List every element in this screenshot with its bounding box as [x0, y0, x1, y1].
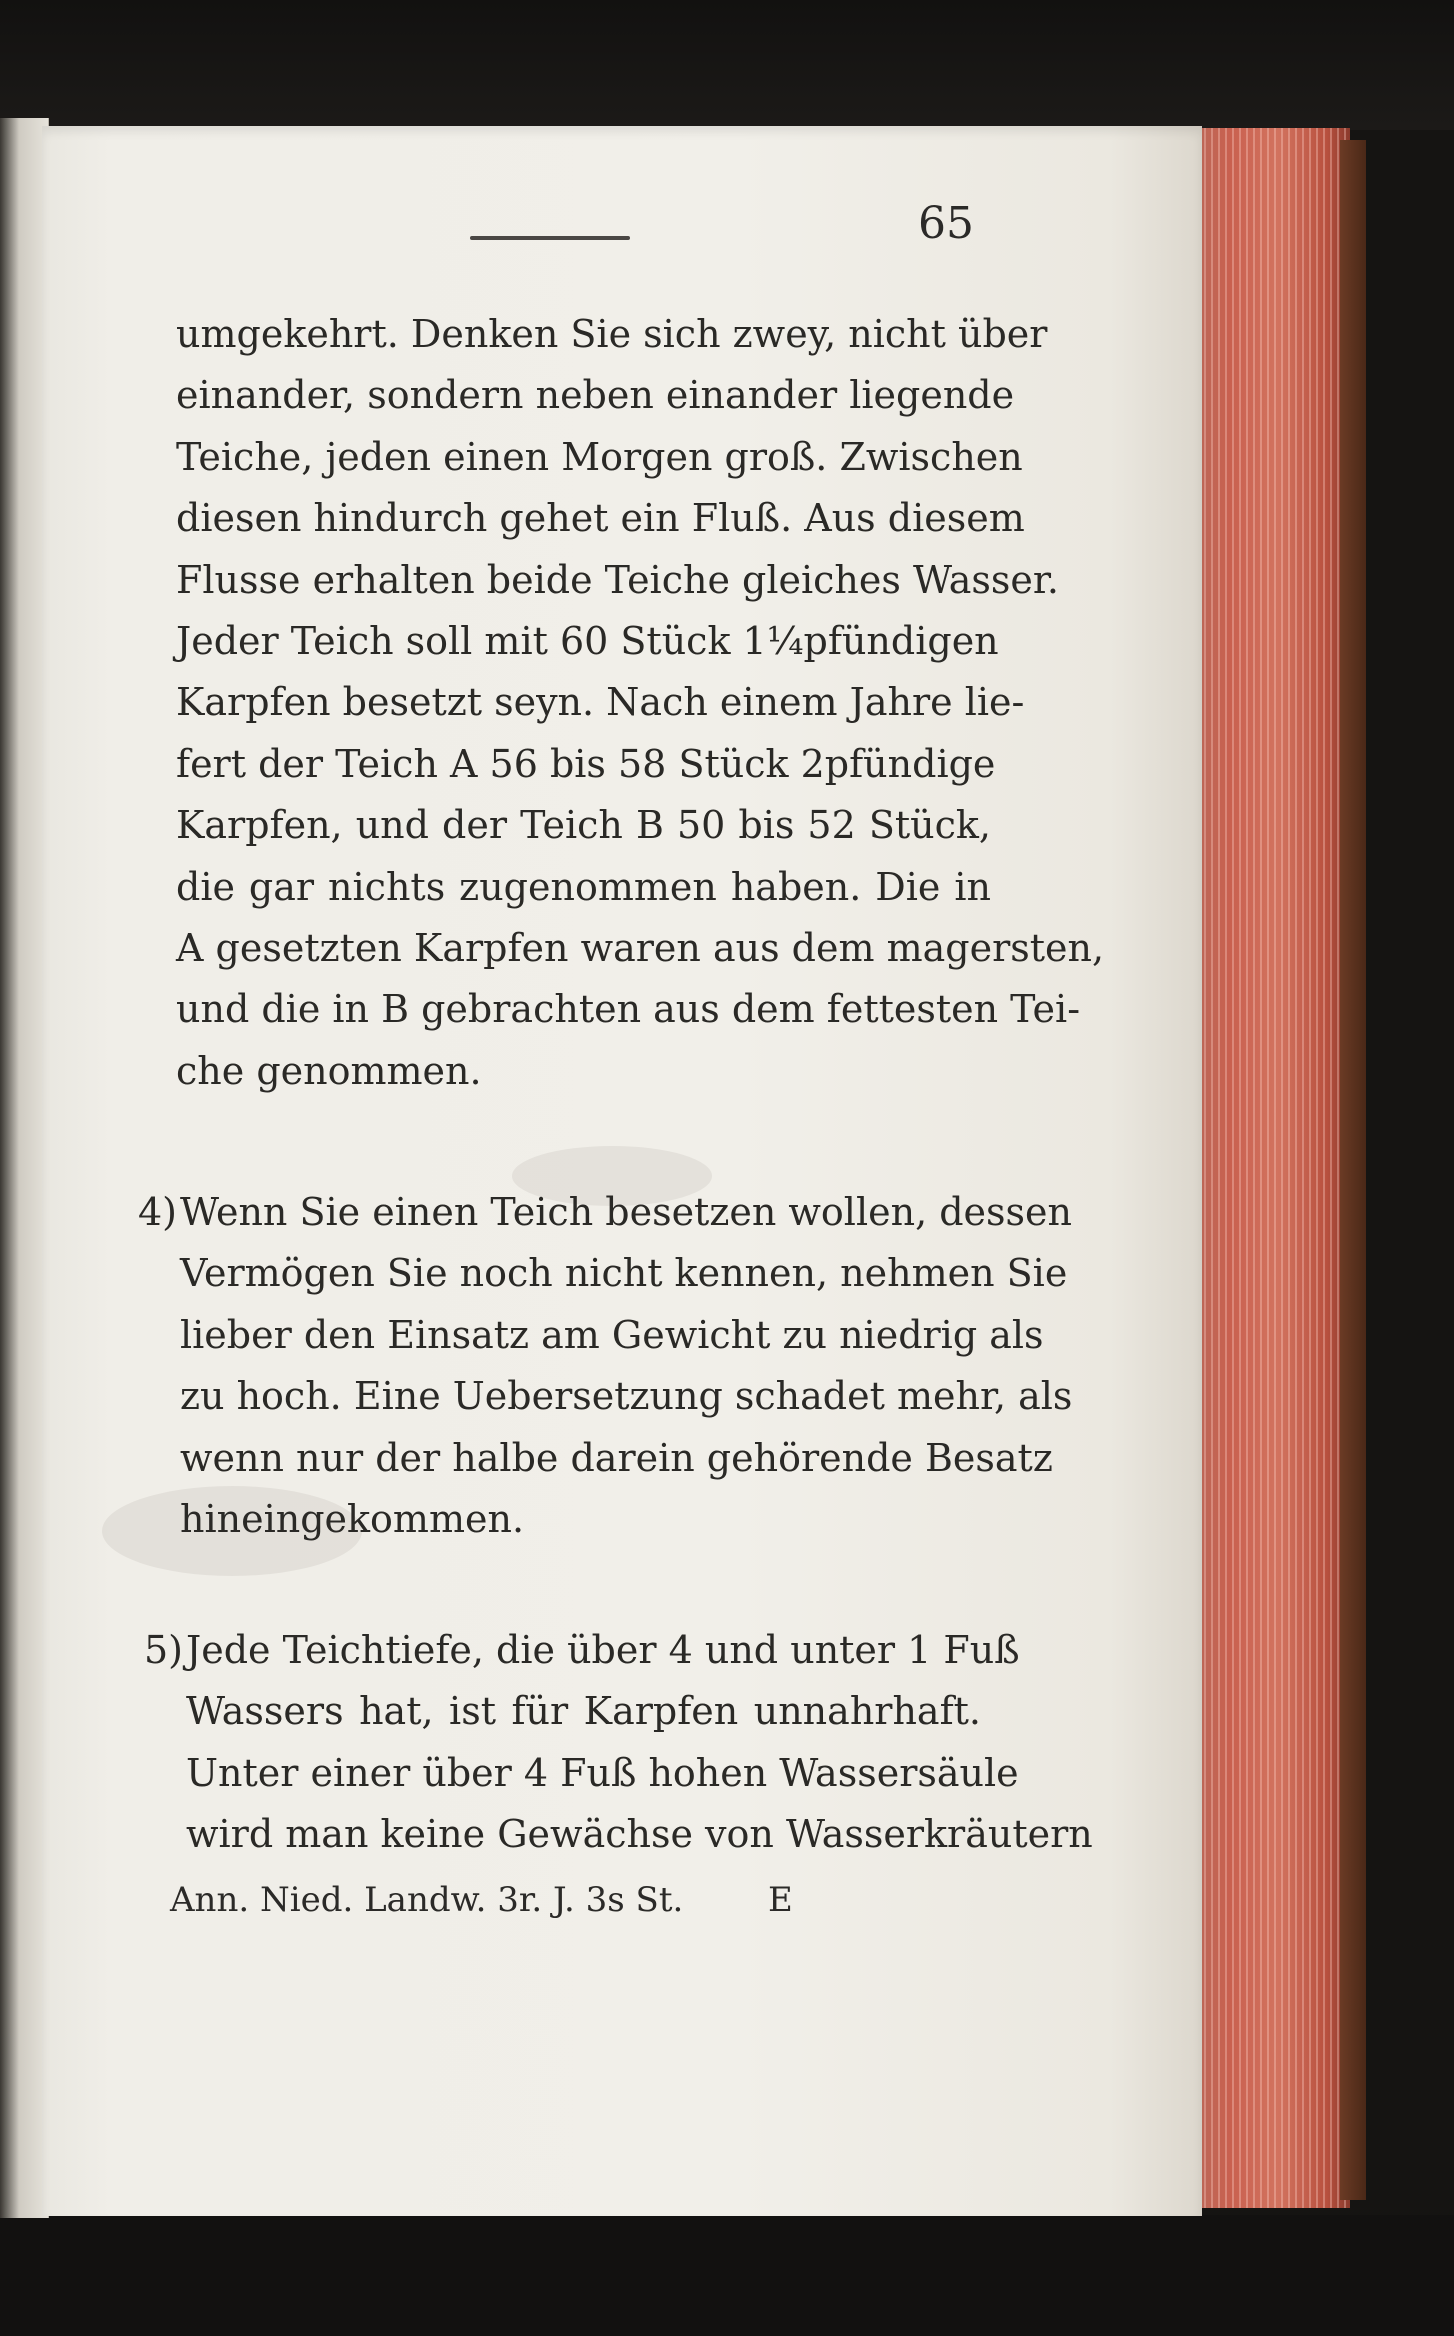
- text-line: Karpfen besetzt seyn. Nach einem Jahre lie-: [176, 680, 1025, 725]
- text-line: Teiche, jeden einen Morgen groß. Zwischen: [176, 434, 1023, 479]
- text-line: zu hoch. Eine Uebersetzung schadet mehr, als: [180, 1374, 1073, 1419]
- text-line: einander, sondern neben einander liegende: [176, 373, 1015, 418]
- text-line: umgekehrt. Denken Sie sich zwey, nicht über: [176, 312, 1048, 356]
- paragraph-1: [176, 304, 1105, 1102]
- text-line: A gesetzten Karpfen waren aus dem magersten,: [176, 925, 1105, 970]
- printer-signature: Ann. Nied. Landw. 3r. J. 3s St.: [170, 1880, 684, 1920]
- text-line: diesen hindurch gehet ein Fluß. Aus diesem: [176, 496, 1025, 541]
- paragraph-5: [144, 1620, 1093, 1866]
- item-number: 4): [138, 1190, 178, 1234]
- text-line: fert der Teich A 56 bis 58 Stück 2pfündige: [176, 741, 996, 786]
- text-line: Wenn Sie einen Teich besetzen wollen, dessen: [180, 1190, 1072, 1234]
- text-line: Unter einer über 4 Fuß hohen Wassersäule: [186, 1750, 1019, 1795]
- sheet-mark: E: [768, 1880, 793, 1920]
- book-page-edges: [1190, 128, 1350, 2208]
- text-line: Flusse erhalten beide Teiche gleiches Wasser.: [176, 557, 1059, 602]
- text-line: Wassers hat, ist für Karpfen unnahrhaft.: [186, 1689, 981, 1734]
- background-bottom: [0, 2215, 1454, 2336]
- text-line: Jede Teichtiefe, die über 4 und unter 1 Fuß: [186, 1628, 1020, 1672]
- background-top: [0, 0, 1454, 130]
- book-cover-edge: [1340, 140, 1366, 2200]
- text-line: wird man keine Gewächse von Wasserkräutern: [186, 1812, 1093, 1857]
- text-line: die gar nichts zugenommen haben. Die in: [176, 864, 991, 909]
- text-line: lieber den Einsatz am Gewicht zu niedrig als: [180, 1312, 1044, 1357]
- text-line: Karpfen, und der Teich B 50 bis 52 Stück,: [176, 803, 991, 848]
- text-line: Vermögen Sie noch nicht kennen, nehmen Sie: [180, 1251, 1068, 1296]
- paragraph-4: [138, 1182, 1073, 1550]
- item-number: 5): [144, 1628, 184, 1672]
- text-line: hineingekommen.: [180, 1496, 525, 1541]
- text-line: Jeder Teich soll mit 60 Stück 1¼pfündigen: [176, 618, 999, 663]
- text-line: und die in B gebrachten aus dem fettesten Tei-: [176, 987, 1081, 1032]
- text-line: che genommen.: [176, 1048, 482, 1093]
- header-rule: [470, 236, 630, 240]
- text-line: wenn nur der halbe darein gehörende Besatz: [180, 1435, 1053, 1480]
- page-number: 65: [918, 198, 974, 249]
